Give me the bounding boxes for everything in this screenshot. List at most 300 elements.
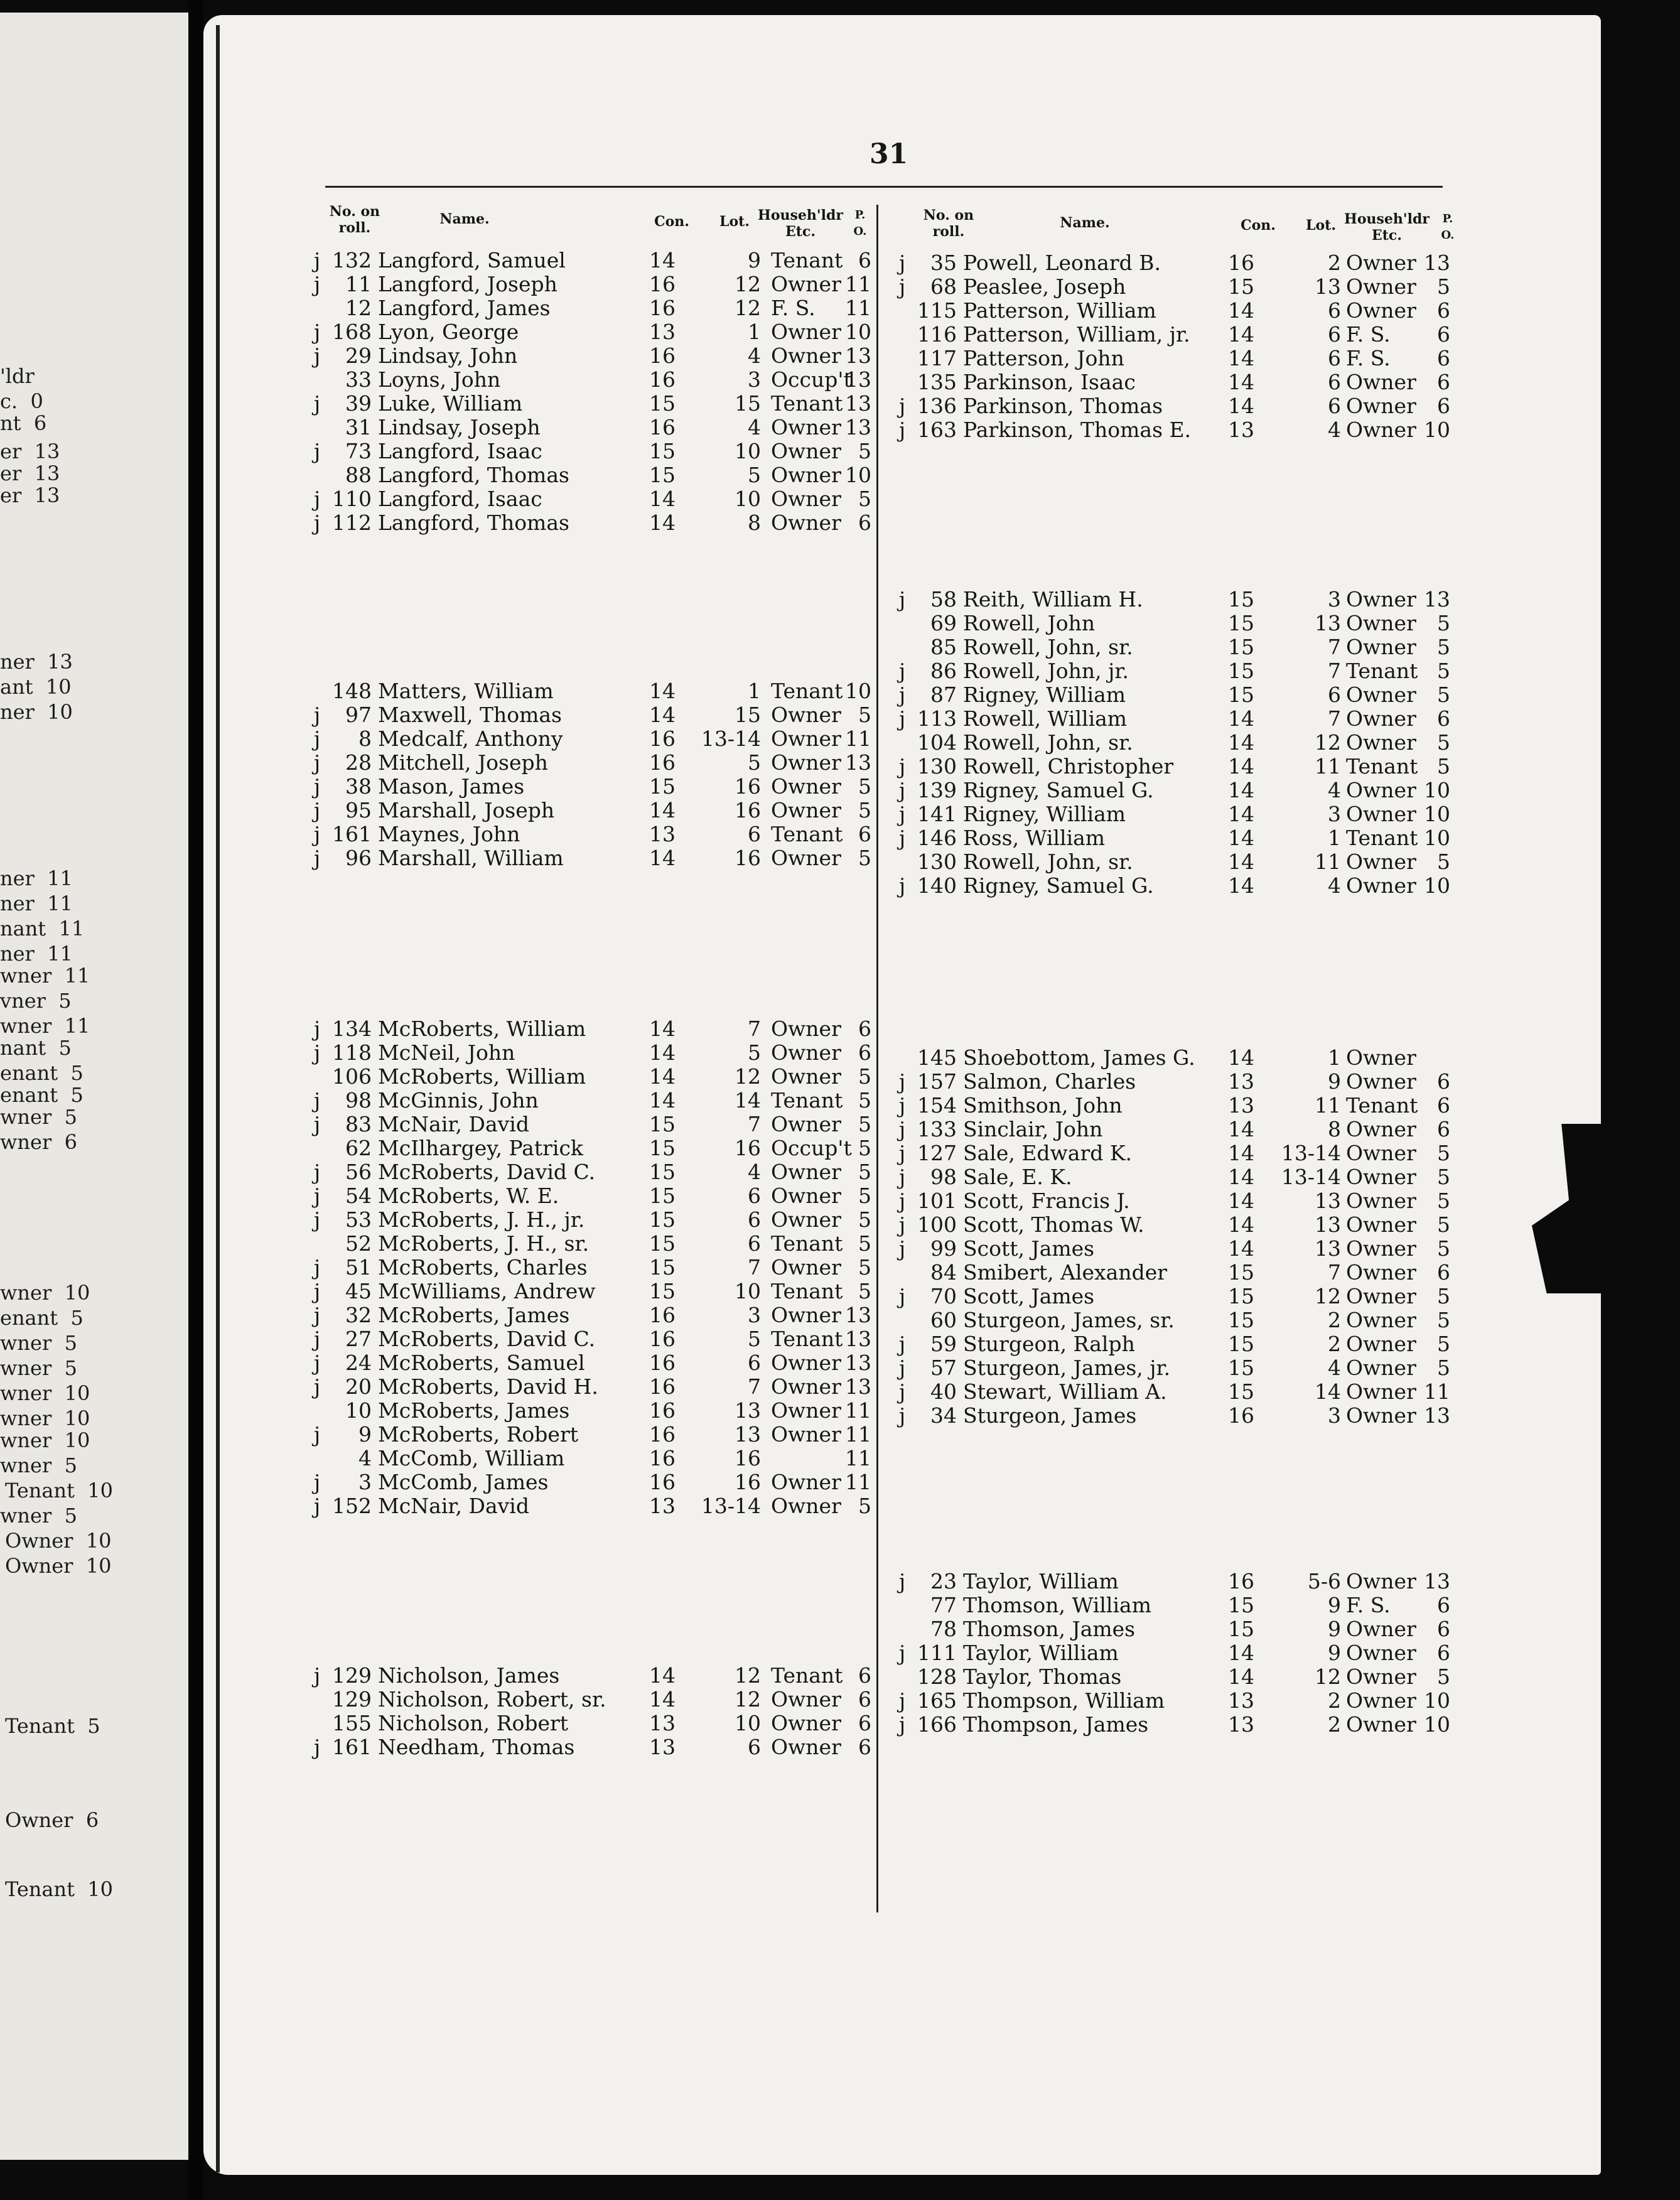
lot-number: 9: [1328, 1617, 1341, 1641]
roll-prefix: j: [314, 798, 321, 822]
householder-status: Owner: [1346, 635, 1416, 659]
concession: 14: [1228, 1165, 1254, 1189]
voter-name: Thomson, William: [963, 1593, 1151, 1617]
post-office: 5: [1437, 274, 1450, 299]
lot-number: 16: [735, 774, 761, 799]
post-office: 10: [1424, 873, 1450, 898]
post-office: 5: [1437, 1189, 1450, 1213]
post-office: 10: [1424, 826, 1450, 850]
concession: 14: [1228, 370, 1254, 394]
lot-number: 4: [1328, 1356, 1341, 1380]
concession: 16: [649, 367, 676, 392]
voter-name: McWilliams, Andrew: [378, 1279, 596, 1303]
lot-number: 14: [735, 1088, 761, 1113]
householder-status: Owner: [771, 750, 841, 775]
voter-name: McRoberts, David C.: [378, 1327, 596, 1351]
householder-status: Owner: [1346, 418, 1416, 442]
voter-name: Mitchell, Joseph: [378, 750, 548, 775]
roll-number: 134: [332, 1016, 372, 1041]
voter-name: McIlhargey, Patrick: [378, 1136, 583, 1160]
roll-number: 35: [930, 251, 957, 275]
roll-prefix: j: [899, 802, 906, 826]
concession: 13: [649, 320, 676, 344]
roll-number: 10: [345, 1398, 372, 1423]
roll-prefix: j: [314, 1327, 321, 1351]
roll-prefix: j: [899, 251, 906, 275]
roll-number: 98: [930, 1165, 957, 1189]
roll-prefix: j: [899, 1641, 906, 1665]
voter-name: Parkinson, Thomas E.: [963, 418, 1192, 442]
roll-prefix: j: [314, 343, 321, 368]
post-office: 11: [845, 726, 871, 751]
householder-status: Owner: [1346, 1165, 1416, 1189]
voter-name: Sinclair, John: [963, 1117, 1103, 1141]
householder-status: Tenant: [1346, 659, 1418, 683]
column-divider: [876, 205, 878, 1912]
voter-name: Lindsay, John: [378, 343, 518, 368]
roll-prefix: j: [314, 487, 321, 511]
concession: 14: [1228, 298, 1254, 323]
lot-number: 16: [735, 1446, 761, 1470]
lot-number: 13-14: [701, 726, 761, 751]
voter-name: Langford, James: [378, 296, 551, 320]
roll-number: 127: [917, 1141, 957, 1165]
householder-status: Owner: [1346, 274, 1416, 299]
post-office: 5: [858, 1494, 871, 1518]
post-office: 6: [858, 510, 871, 535]
post-office: 10: [1424, 802, 1450, 826]
roll-prefix: j: [314, 1184, 321, 1208]
post-office: 6: [858, 1735, 871, 1759]
fragment-text: ner 11: [0, 942, 73, 966]
post-office: 10: [1424, 418, 1450, 442]
householder-status: F. S.: [1346, 346, 1391, 370]
voter-name: Taylor, William: [963, 1641, 1119, 1665]
fragment-text: wner 10: [0, 1428, 90, 1452]
householder-status: Owner: [771, 1494, 841, 1518]
lot-number: 6: [1328, 298, 1341, 323]
roll-number: 84: [930, 1260, 957, 1285]
post-office: 6: [1437, 394, 1450, 418]
householder-status: Owner: [1346, 873, 1416, 898]
voter-name: Powell, Leonard B.: [963, 251, 1161, 275]
concession: 14: [1228, 394, 1254, 418]
householder-status: Tenant: [771, 1279, 843, 1303]
concession: 13: [1228, 1712, 1254, 1737]
householder-status: Owner: [771, 463, 841, 487]
householder-status: Owner: [771, 510, 841, 535]
roll-number: 140: [917, 873, 957, 898]
lot-number: 16: [735, 1470, 761, 1494]
post-office: 13: [845, 1327, 871, 1351]
lot-number: 4: [1328, 418, 1341, 442]
voter-name: Rowell, John, sr.: [963, 849, 1133, 874]
voter-name: McRoberts, James: [378, 1303, 570, 1327]
roll-number: 146: [917, 826, 957, 850]
voter-name: Sturgeon, Ralph: [963, 1332, 1135, 1356]
householder-status: Owner: [771, 1351, 841, 1375]
roll-number: 141: [917, 802, 957, 826]
lot-number: 9: [1328, 1641, 1341, 1665]
lot-number: 11: [1315, 754, 1341, 779]
roll-prefix: j: [314, 272, 321, 296]
householder-status: Owner: [771, 487, 841, 511]
post-office: 10: [1424, 778, 1450, 802]
voter-name: McRoberts, William: [378, 1064, 586, 1089]
voter-name: Thompson, William: [963, 1688, 1165, 1713]
post-office: 6: [858, 1711, 871, 1735]
householder-status: Owner: [771, 1040, 841, 1065]
lot-number: 12: [1315, 1664, 1341, 1689]
lot-number: 4: [748, 1160, 761, 1184]
lot-number: 13: [1315, 1212, 1341, 1237]
roll-number: 88: [345, 463, 372, 487]
concession: 15: [1228, 1260, 1254, 1285]
householder-status: Owner: [1346, 706, 1416, 731]
householder-status: Owner: [771, 846, 841, 870]
lot-number: 14: [1315, 1379, 1341, 1404]
roll-prefix: j: [899, 1189, 906, 1213]
concession: 15: [1228, 611, 1254, 635]
post-office: 5: [858, 1136, 871, 1160]
roll-prefix: j: [899, 1379, 906, 1404]
voter-name: Nicholson, Robert: [378, 1711, 569, 1735]
post-office: 6: [1437, 1069, 1450, 1094]
householder-status: Owner: [1346, 1141, 1416, 1165]
voter-name: Reith, William H.: [963, 587, 1143, 612]
fragment-text: ner 11: [0, 866, 73, 890]
lot-number: 13-14: [701, 1494, 761, 1518]
roll-prefix: j: [314, 439, 321, 463]
roll-prefix: j: [899, 659, 906, 683]
roll-prefix: j: [314, 1112, 321, 1136]
roll-number: 28: [345, 750, 372, 775]
post-office: 5: [1437, 730, 1450, 755]
householder-status: Owner: [1346, 587, 1416, 612]
concession: 14: [1228, 346, 1254, 370]
concession: 15: [1228, 1284, 1254, 1308]
concession: 14: [649, 703, 676, 727]
roll-number: 97: [345, 703, 372, 727]
post-office: 10: [845, 679, 871, 703]
householder-status: Owner: [771, 703, 841, 727]
post-office: 10: [845, 463, 871, 487]
householder-status: Tenant: [771, 248, 843, 272]
roll-prefix: j: [314, 1279, 321, 1303]
concession: 14: [1228, 826, 1254, 850]
concession: 14: [1228, 706, 1254, 731]
post-office: 5: [1437, 1664, 1450, 1689]
roll-number: 118: [332, 1040, 372, 1065]
fragment-text: enant 5: [0, 1306, 83, 1330]
voter-name: Mason, James: [378, 774, 525, 799]
roll-prefix: j: [899, 274, 906, 299]
roll-number: 100: [917, 1212, 957, 1237]
voter-name: Loyns, John: [378, 367, 501, 392]
householder-status: Owner: [1346, 251, 1416, 275]
voter-name: Nicholson, Robert, sr.: [378, 1687, 606, 1712]
roll-number: 104: [917, 730, 957, 755]
fragment-text: wner 11: [0, 964, 90, 988]
voter-name: Rowell, John, sr.: [963, 730, 1133, 755]
concession: 13: [649, 1735, 676, 1759]
lot-number: 3: [1328, 1403, 1341, 1428]
householder-status: Tenant: [771, 1663, 843, 1688]
concession: 13: [1228, 1093, 1254, 1118]
concession: 16: [649, 1327, 676, 1351]
roll-prefix: j: [899, 754, 906, 779]
header-rule: [325, 186, 1443, 188]
fragment-text: Tenant 5: [5, 1714, 100, 1738]
lot-number: 13: [1315, 1189, 1341, 1213]
voter-name: Sturgeon, James, jr.: [963, 1356, 1171, 1380]
voter-name: McRoberts, J. H., jr.: [378, 1207, 585, 1232]
roll-prefix: j: [899, 1093, 906, 1118]
roll-number: 12: [345, 296, 372, 320]
header-no-on-roll-right: No. on roll.: [923, 207, 974, 240]
concession: 14: [1228, 1045, 1254, 1070]
roll-prefix: j: [899, 1688, 906, 1713]
roll-prefix: j: [899, 1069, 906, 1094]
roll-prefix: j: [899, 1212, 906, 1237]
lot-number: 7: [748, 1112, 761, 1136]
roll-number: 3: [358, 1470, 372, 1494]
roll-number: 78: [930, 1617, 957, 1641]
voter-name: Salmon, Charles: [963, 1069, 1136, 1094]
lot-number: 10: [735, 1279, 761, 1303]
post-office: 5: [858, 1064, 871, 1089]
lot-number: 2: [1328, 1712, 1341, 1737]
header-lot-right: Lot.: [1306, 217, 1336, 234]
householder-status: Owner: [1346, 611, 1416, 635]
concession: 13: [1228, 1688, 1254, 1713]
concession: 14: [1228, 1189, 1254, 1213]
concession: 14: [1228, 1141, 1254, 1165]
voter-name: Ross, William: [963, 826, 1106, 850]
post-office: 6: [1437, 298, 1450, 323]
post-office: 5: [1437, 1165, 1450, 1189]
header-lot-left: Lot.: [719, 213, 750, 230]
roll-number: 111: [917, 1641, 957, 1665]
roll-prefix: j: [314, 391, 321, 416]
voter-name: Sale, E. K.: [963, 1165, 1072, 1189]
concession: 14: [649, 510, 676, 535]
voter-name: Parkinson, Isaac: [963, 370, 1136, 394]
voter-name: Smibert, Alexander: [963, 1260, 1168, 1285]
voter-name: McRoberts, James: [378, 1398, 570, 1423]
voter-name: Maynes, John: [378, 822, 520, 846]
householder-status: Tenant: [771, 1231, 843, 1256]
roll-number: 95: [345, 798, 372, 822]
householder-status: Owner: [1346, 1356, 1416, 1380]
fragment-text: ner 10: [0, 700, 73, 724]
lot-number: 12: [735, 1663, 761, 1688]
post-office: 6: [1437, 370, 1450, 394]
roll-prefix: j: [899, 1284, 906, 1308]
roll-number: 4: [358, 1446, 372, 1470]
householder-status: Tenant: [771, 822, 843, 846]
post-office: 11: [845, 296, 871, 320]
householder-status: Owner: [1346, 1403, 1416, 1428]
householder-status: Occup't: [771, 367, 852, 392]
fragment-text: wner 10: [0, 1281, 90, 1305]
householder-status: Owner: [1346, 1664, 1416, 1689]
lot-number: 11: [1315, 1093, 1341, 1118]
concession: 14: [649, 1016, 676, 1041]
voter-name: McRoberts, Samuel: [378, 1351, 585, 1375]
post-office: 13: [1424, 1403, 1450, 1428]
lot-number: 12: [735, 1687, 761, 1712]
voter-name: Parkinson, Thomas: [963, 394, 1163, 418]
roll-prefix: j: [314, 1016, 321, 1041]
lot-number: 6: [1328, 370, 1341, 394]
concession: 15: [649, 391, 676, 416]
fragment-text: wner 10: [0, 1406, 90, 1430]
lot-number: 1: [1328, 1045, 1341, 1070]
concession: 14: [649, 679, 676, 703]
roll-number: 117: [917, 346, 957, 370]
post-office: 6: [1437, 346, 1450, 370]
concession: 13: [1228, 418, 1254, 442]
post-office: 13: [1424, 251, 1450, 275]
header-name-left: Name.: [439, 211, 490, 227]
roll-number: 57: [930, 1356, 957, 1380]
roll-number: 152: [332, 1494, 372, 1518]
roll-number: 60: [930, 1308, 957, 1332]
lot-number: 2: [1328, 1332, 1341, 1356]
post-office: 5: [858, 1279, 871, 1303]
fragment-text: wner 6: [0, 1130, 77, 1154]
post-office: 5: [858, 1088, 871, 1113]
post-office: 11: [845, 1422, 871, 1447]
householder-status: Owner: [771, 1398, 841, 1423]
concession: 14: [649, 248, 676, 272]
lot-number: 11: [1315, 849, 1341, 874]
voter-name: Taylor, William: [963, 1569, 1119, 1593]
householder-status: Owner: [1346, 298, 1416, 323]
concession: 13: [1228, 1069, 1254, 1094]
lot-number: 15: [735, 391, 761, 416]
roll-number: 23: [930, 1569, 957, 1593]
post-office: 5: [1437, 1141, 1450, 1165]
roll-prefix: j: [314, 320, 321, 344]
concession: 16: [649, 415, 676, 439]
header-po-left: P. O.: [853, 208, 867, 238]
concession: 15: [649, 1136, 676, 1160]
concession: 16: [1228, 1569, 1254, 1593]
concession: 14: [1228, 1664, 1254, 1689]
voter-name: Langford, Thomas: [378, 463, 569, 487]
voter-name: Marshall, William: [378, 846, 564, 870]
lot-number: 4: [748, 343, 761, 368]
voter-name: Taylor, Thomas: [963, 1664, 1122, 1689]
roll-prefix: j: [899, 1236, 906, 1261]
lot-number: 5: [748, 1040, 761, 1065]
householder-status: Owner: [771, 774, 841, 799]
roll-number: 135: [917, 370, 957, 394]
lot-number: 9: [748, 248, 761, 272]
roll-number: 20: [345, 1374, 372, 1399]
voter-name: Rigney, William: [963, 682, 1126, 707]
householder-status: Tenant: [1346, 1093, 1418, 1118]
roll-number: 85: [930, 635, 957, 659]
roll-number: 106: [332, 1064, 372, 1089]
lot-number: 5: [748, 463, 761, 487]
post-office: 5: [1437, 849, 1450, 874]
roll-prefix: j: [314, 1303, 321, 1327]
concession: 14: [649, 798, 676, 822]
roll-number: 87: [930, 682, 957, 707]
lot-number: 13: [1315, 274, 1341, 299]
concession: 15: [649, 774, 676, 799]
roll-prefix: j: [899, 1356, 906, 1380]
householder-status: Owner: [771, 415, 841, 439]
post-office: 13: [1424, 1569, 1450, 1593]
fragment-text: er 13: [0, 483, 60, 507]
householder-status: Owner: [771, 1735, 841, 1759]
roll-number: 112: [332, 510, 372, 535]
lot-number: 12: [735, 296, 761, 320]
post-office: 6: [858, 822, 871, 846]
roll-prefix: j: [899, 826, 906, 850]
header-householder-left: Househ'ldr Etc.: [758, 207, 843, 240]
concession: 16: [649, 726, 676, 751]
roll-number: 8: [358, 726, 372, 751]
roll-prefix: j: [899, 778, 906, 802]
roll-prefix: j: [314, 846, 321, 870]
roll-prefix: j: [314, 248, 321, 272]
householder-status: Owner: [1346, 1212, 1416, 1237]
roll-number: 163: [917, 418, 957, 442]
voter-name: McNair, David: [378, 1112, 529, 1136]
voter-name: Thomson, James: [963, 1617, 1136, 1641]
page-margin-rule: [216, 25, 220, 2172]
householder-status: Owner: [771, 1687, 841, 1712]
fragment-text: c. 0: [0, 389, 43, 413]
concession: 15: [649, 1279, 676, 1303]
concession: 14: [1228, 1236, 1254, 1261]
post-office: 5: [858, 1255, 871, 1280]
roll-number: 166: [917, 1712, 957, 1737]
roll-number: 56: [345, 1160, 372, 1184]
concession: 15: [1228, 274, 1254, 299]
lot-number: 3: [1328, 587, 1341, 612]
concession: 15: [1228, 1356, 1254, 1380]
roll-prefix: j: [899, 1712, 906, 1737]
post-office: 11: [845, 1446, 871, 1470]
voter-name: Scott, James: [963, 1284, 1095, 1308]
roll-prefix: j: [899, 1117, 906, 1141]
concession: 15: [1228, 1308, 1254, 1332]
roll-number: 45: [345, 1279, 372, 1303]
fragment-text: nant 11: [0, 917, 85, 941]
voter-name: McComb, James: [378, 1470, 549, 1494]
voter-name: Scott, Thomas W.: [963, 1212, 1144, 1237]
householder-status: Owner: [1346, 730, 1416, 755]
lot-number: 8: [748, 510, 761, 535]
lot-number: 6: [748, 1184, 761, 1208]
voter-name: Patterson, John: [963, 346, 1124, 370]
roll-prefix: j: [899, 1332, 906, 1356]
lot-number: 3: [748, 1303, 761, 1327]
voter-name: Langford, Isaac: [378, 487, 542, 511]
lot-number: 7: [748, 1374, 761, 1399]
post-office: 5: [858, 1160, 871, 1184]
lot-number: 13: [1315, 611, 1341, 635]
roll-number: 168: [332, 320, 372, 344]
voter-name: Langford, Samuel: [378, 248, 566, 272]
roll-number: 9: [358, 1422, 372, 1447]
